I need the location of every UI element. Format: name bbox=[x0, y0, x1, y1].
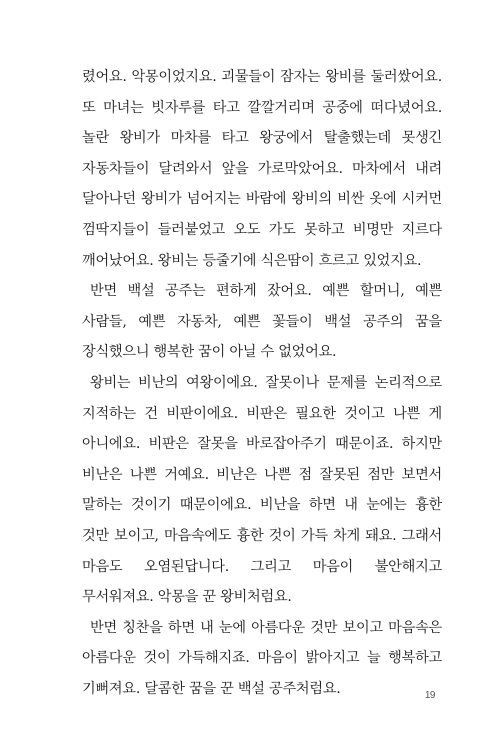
page-body bbox=[82, 62, 442, 704]
page-number: 19 bbox=[424, 690, 435, 701]
paragraph: 반면 백설 공주는 편하게 잤어요. 예쁜 할머니, 예쁜 사람들, 예쁜 자동차, 예쁜 꽃들이 백설 공주의 꿈을 장식했으니 행복한 꿈이 아닐 수 없었어요. bbox=[82, 283, 442, 361]
paragraph: 왕비는 비난의 여왕이에요. 잘못이나 문제를 논리적으로 지적하는 건 비판이에요. 비판은 필요한 것이고 나쁜 게 아니에요. 비판은 잘못을 바로잡아주기 때문이죠. 하지만 비난은 나쁜 거예요. 비난은 나쁜 점 잘못된 점만 보면서 말하는 것이기 때문이에요. 비난을 하면 내 눈에는 흉한 것만 보이고, 마음속에도 흉한 것이 가득 차게 돼요. 그래서 마음도 오염된답니다. 그리고 마음이 불안해지고 무서워져요. 악몽을 꾼 왕비처럼요. bbox=[82, 374, 442, 606]
paragraph: 렸어요. 악몽이었지요. 괴물들이 잠자는 왕비를 둘러쌌어요. 또 마녀는 빗자루를 타고 깔깔거리며 공중에 떠다녔어요. 놀란 왕비가 마차를 타고 왕궁에서 탈출했는데 못생긴 자동차들이 달려와서 앞을 가로막았어요. 마차에서 내려 달아나던 왕비가 넘어지는 바람에 왕비의 비싼 옷에 시커먼 껌딱지들이 들러붙었고 오도 가도 못하고 비명만 지르다 깨어났어요. 왕비는 등줄기에 식은땀이 흐르고 있었지요. bbox=[82, 69, 442, 269]
paragraph: 반면 칭찬을 하면 내 눈에 아름다운 것만 보이고 마음속은 아름다운 것이 가득해지죠. 마음이 밝아지고 늘 행복하고 기뻐져요. 달콤한 꿈을 꾼 백설 공주처럼요. bbox=[82, 619, 442, 697]
